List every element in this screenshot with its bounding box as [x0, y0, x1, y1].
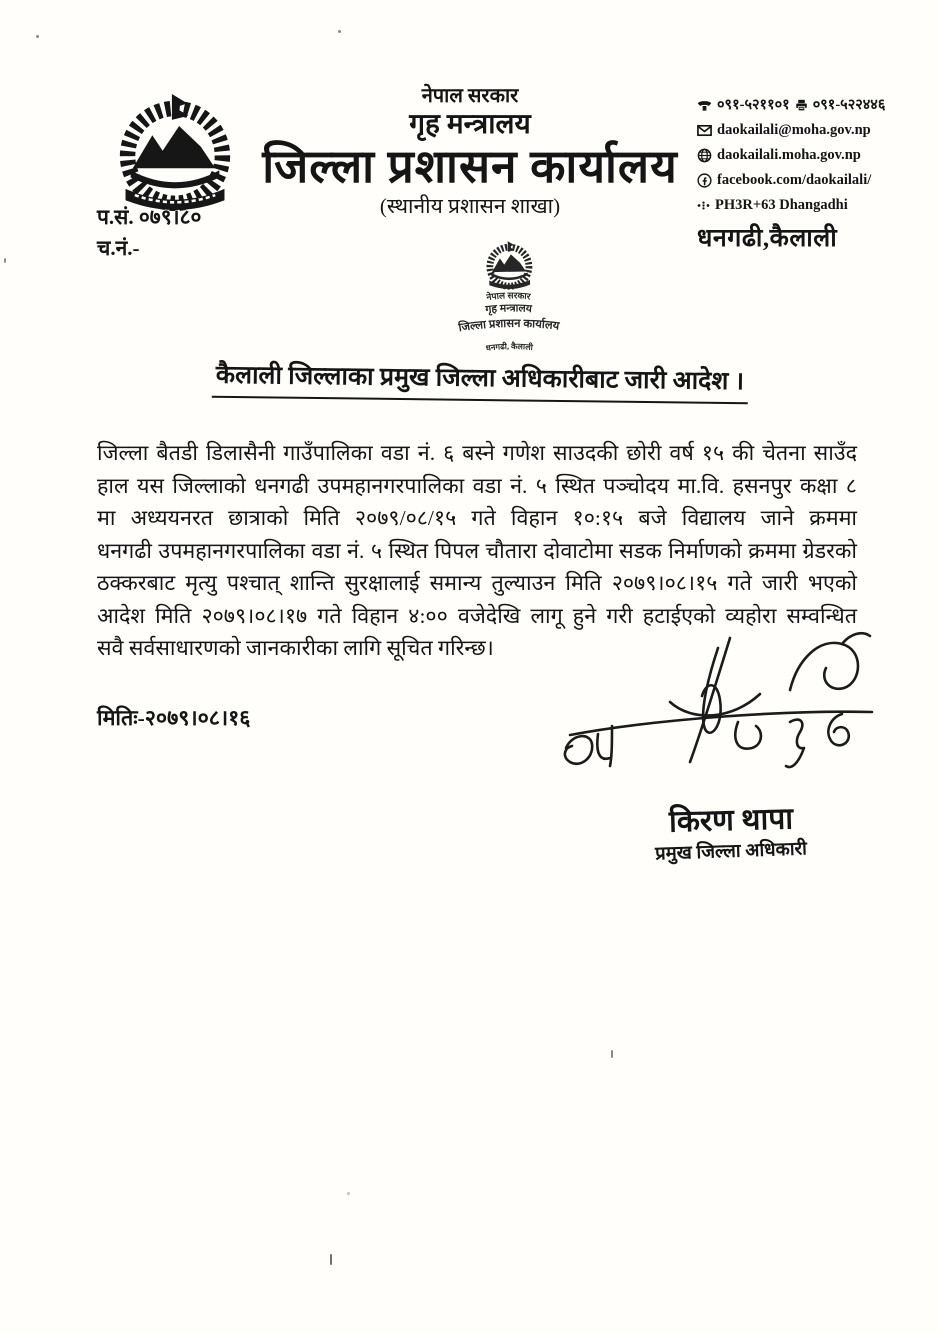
scan-speck: [338, 30, 341, 33]
stamp-text-government: नेपाल सरकार: [485, 290, 532, 303]
scan-speck: [36, 35, 39, 38]
ref-number: प.सं. ०७९।८०: [97, 205, 202, 229]
website-address: daokailali.moha.gov.np: [717, 147, 861, 163]
dispatch-number: च.नं.-: [97, 236, 140, 260]
ministry-name: गृह मन्त्रालय: [409, 109, 531, 140]
svg-text:नेपाल सरकार: [485, 290, 532, 303]
office-location: धनगढी,कैलाली: [697, 225, 838, 252]
signatory-name: किरण थापा: [668, 802, 794, 839]
fax-number: ०९१-५२२४४६: [812, 97, 886, 113]
facebook-icon: [697, 173, 712, 188]
signature-scrawl: [552, 628, 890, 806]
letterhead: [235, 84, 705, 219]
office-name: जिल्ला प्रशासन कार्यालय: [262, 141, 678, 192]
body-line: हाल यस जिल्लाको धनगढी उपमहानगरपालिका वडा नं. ५ स्थित पञ्चोदय मा.वि. हसनपुर कक्षा ८: [97, 473, 857, 498]
letter-title: [140, 356, 820, 405]
fax-icon: [795, 99, 808, 112]
letter-date: मितिः-२०७९।०८।१६: [97, 706, 251, 730]
office-stamp: [385, 234, 632, 366]
scan-speck: [4, 258, 6, 263]
scan-speck: [611, 1050, 613, 1058]
stamp-text-ministry: गृह मन्त्रालय: [484, 303, 533, 316]
contact-block: [697, 93, 929, 254]
body-line: ठक्करबाट मृत्यु पश्चात् शान्ति सुरक्षालाई समान्य तुल्याउन मिति २०७९।०८।१५ गते जारी भएको: [97, 571, 857, 595]
government-name: नेपाल सरकार: [421, 85, 519, 107]
stamp-text-location: धनगढी, कैलाली: [485, 341, 534, 353]
body-line: जिल्ला बैतडी डिलासैनी गाउँपालिका वडा नं. ६ बस्ने गणेश साउदकी छोरी वर्ष १५ की चेतना साउँद: [97, 441, 857, 465]
globe-icon: [697, 148, 712, 163]
email-address: daokailali@moha.gov.np: [717, 122, 871, 138]
scan-speck: [330, 1254, 332, 1265]
letter-title-text: कैलाली जिल्लाका प्रमुख जिल्ला अधिकारीबाट जारी आदेश ।: [212, 357, 749, 405]
phone-number: ०९१-५२११०१: [717, 97, 790, 113]
body-line: धनगढी उपमहानगरपालिका वडा नं. ५ स्थित पिपल चौतारा दोवाटोमा सडक निर्माणको क्रममा ग्रेडरको: [97, 538, 857, 563]
facebook-address: facebook.com/daokailali/: [717, 172, 872, 188]
plus-code: PH3R+63 Dhangadhi: [715, 197, 848, 213]
body-line: आदेश मिति २०७९।०८।१७ गते विहान ४:०० वजेदेखि लागू हुने गरी हटाईएको व्यहोरा सम्वन्धित: [97, 603, 857, 628]
body-line: सवै सर्वसाधारणको जानकारीका लागि सूचित गरिन्छ।: [97, 636, 494, 660]
phone-icon: [697, 98, 712, 113]
svg-text:धनगढी, कैलाली: [485, 341, 534, 353]
svg-text:जिल्ला प्रशासन कार्यालय: [457, 316, 562, 335]
signatory-designation: प्रमुख जिल्ला अधिकारी: [654, 839, 808, 865]
plus-code-icon: [697, 199, 710, 212]
stamp-text-office: जिल्ला प्रशासन कार्यालय: [457, 317, 560, 335]
svg-text:गृह मन्त्रालय: [484, 303, 533, 317]
email-icon: [697, 123, 712, 138]
body-line: मा अध्ययनरत छात्राको मिति २०७९/०८/१५ गते विहान १०:१५ बजे विद्यालय जाने क्रममा: [97, 506, 857, 530]
scan-speck: [347, 1192, 350, 1195]
branch-name: (स्थानीय प्रशासन शाखा): [379, 194, 561, 218]
